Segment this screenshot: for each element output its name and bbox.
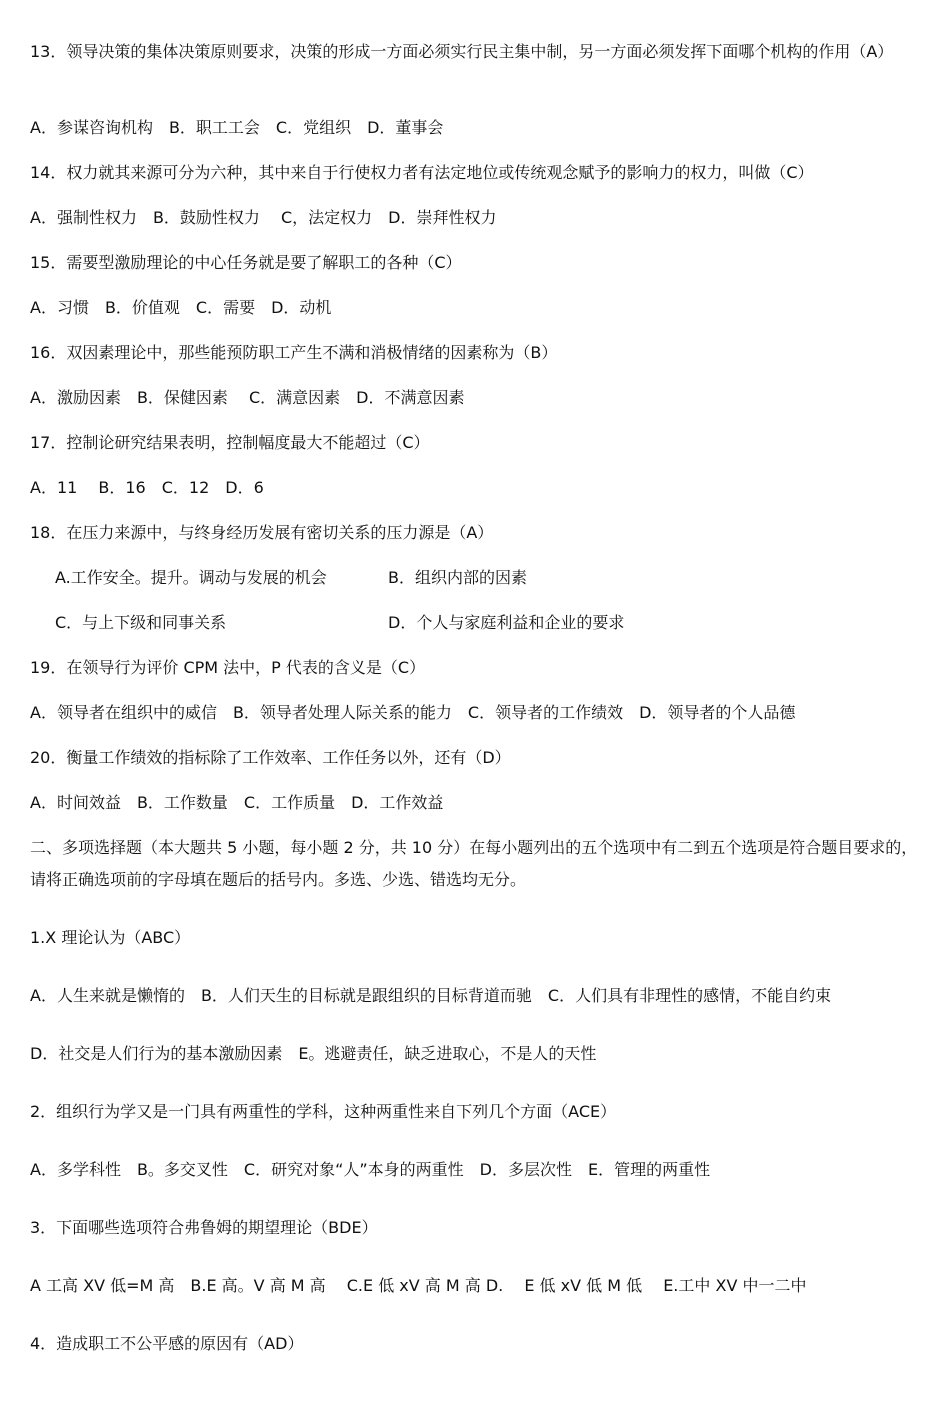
question-16: 16．双因素理论中，那些能预防职工产生不满和消极情绪的因素称为（B） <box>30 343 558 362</box>
question-20-options: A．时间效益 B．工作数量 C．工作质量 D．工作效益 <box>30 793 444 812</box>
question-15-options: A．习惯 B．价值观 C．需要 D．动机 <box>30 298 332 317</box>
question-17-options: A．11 B．16 C．12 D．6 <box>30 478 264 497</box>
question-18: 18．在压力来源中，与终身经历发展有密切关系的压力源是（A） <box>30 523 494 542</box>
question-15: 15．需要型激励理论的中心任务就是要了解职工的各种（C） <box>30 253 462 272</box>
question-18-option-c: C．与上下级和同事关系 <box>55 613 227 632</box>
question-14: 14．权力就其来源可分为六种，其中来自于行使权力者有法定地位或传统观念赋予的影响力的权力，叫做（C） <box>30 163 814 182</box>
multi-question-4: 4．造成职工不公平感的原因有（AD） <box>30 1334 304 1353</box>
multi-question-1-options-line-1: A．人生来就是懒惰的 B．人们天生的目标就是跟组织的目标背道而驰 C．人们具有非理性的感情，不能自约束 <box>30 986 832 1005</box>
question-18-option-b: B．组织内部的因素 <box>388 568 527 587</box>
question-18-option-d: D．个人与家庭利益和企业的要求 <box>388 613 625 632</box>
multi-question-2-options: A．多学科性 B。多交叉性 C．研究对象“人”本身的两重性 D．多层次性 E．管理的两重性 <box>30 1160 711 1179</box>
question-13-options: A．参谋咨询机构 B．职工工会 C．党组织 D．董事会 <box>30 118 444 137</box>
question-14-options: A．强制性权力 B．鼓励性权力 C，法定权力 D．崇拜性权力 <box>30 208 497 227</box>
multi-question-1: 1.X 理论认为（ABC） <box>30 928 191 947</box>
question-20: 20．衡量工作绩效的指标除了工作效率、工作任务以外，还有（D） <box>30 748 511 767</box>
multi-question-1-options-line-2: D．社交是人们行为的基本激励因素 E。逃避责任，缺乏进取心，不是人的天性 <box>30 1044 597 1063</box>
question-19: 19．在领导行为评价 CPM 法中，P 代表的含义是（C） <box>30 658 426 677</box>
question-17: 17．控制论研究结果表明，控制幅度最大不能超过（C） <box>30 433 430 452</box>
question-16-options: A．激励因素 B．保健因素 C．满意因素 D．不满意因素 <box>30 388 465 407</box>
question-13: 13．领导决策的集体决策原则要求，决策的形成一方面必须实行民主集中制，另一方面必须发挥下面哪个机构的作用（A） <box>30 42 894 61</box>
multi-question-3: 3．下面哪些选项符合弗鲁姆的期望理论（BDE） <box>30 1218 378 1237</box>
multi-question-3-options: A 工高 XV 低=M 高 B.E 高。V 高 M 高 C.E 低 xV 高 M 高 D. E 低 xV 低 M 低 E.工中 XV 中一二中 <box>30 1276 807 1295</box>
section-2-heading: 二、多项选择题（本大题共 5 小题，每小题 2 分，共 10 分）在每小题列出的五个选项中有二到五个选项是符合题目要求的，请将正确选项前的字母填在题后的括号内。多选、少选、错选均无分。 <box>30 838 918 889</box>
multi-question-2: 2．组织行为学又是一门具有两重性的学科，这种两重性来自下列几个方面（ACE） <box>30 1102 617 1121</box>
question-19-options: A．领导者在组织中的威信 B．领导者处理人际关系的能力 C．领导者的工作绩效 D．领导者的个人品德 <box>30 703 796 722</box>
question-18-option-a: A.工作安全。提升。调动与发展的机会 <box>55 568 327 587</box>
